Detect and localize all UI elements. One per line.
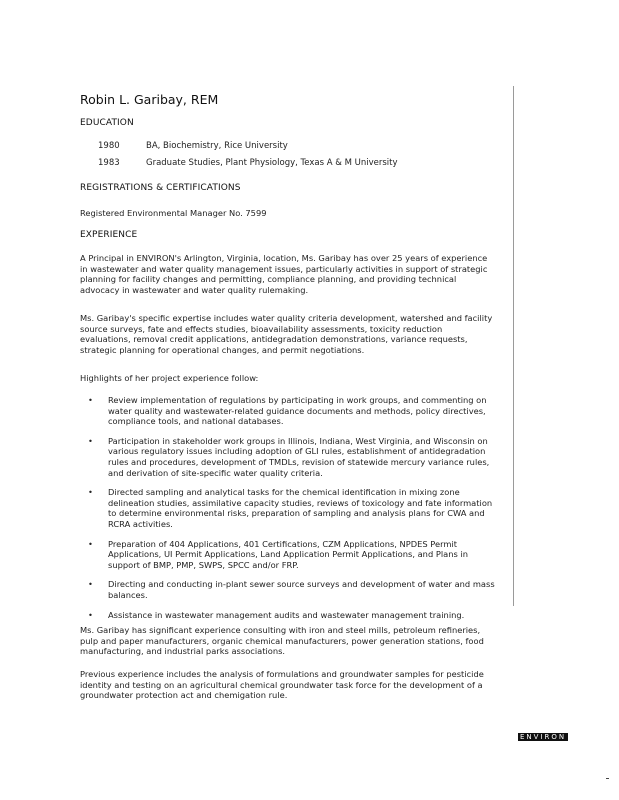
highlights-intro: Highlights of her project experience follow:	[80, 373, 259, 383]
education-heading: EDUCATION	[80, 118, 134, 128]
bullet-icon: •	[88, 609, 93, 620]
education-row	[98, 158, 397, 168]
experience-paragraph: A Principal in ENVIRON's Arlington, Virginia, location, Ms. Garibay has over 25 years of experience in wastewater and water quality management issues, particularly activities in support of strategic planning for facility changes and permitting, compliance planning, and providing technical advocacy in wastewater and water quality rulemaking.	[80, 253, 488, 295]
person-name: Robin L. Garibay, REM	[80, 92, 219, 107]
education-year: 1980	[98, 141, 120, 151]
list-item: • Preparation of 404 Applications, 401 Certifications, CZM Applications, NPDES Permit Applications, UI Permit Applications, Land Application Permit Applications, and Plans in support of BMP, PMP, SWPS, SPCC and/or FRP.	[88, 538, 469, 570]
education-degree: Graduate Studies, Plant Physiology, Texas A & M University	[146, 158, 398, 168]
list-item: • Directing and conducting in-plant sewer source surveys and development of water and mass balances.	[88, 579, 495, 600]
industry-paragraph: Ms. Garibay has significant experience consulting with iron and steel mills, petroleum refineries, pulp and paper manufacturers, organic chemical manufacturers, power generation stations, food manufacturing, and industrial parks associations.	[80, 625, 484, 657]
list-item: • Review implementation of regulations by participating in work groups, and commenting on water quality and wastewater-related guidance documents and methods, policy directives, compliance tools, and national databases.	[88, 395, 487, 427]
bullet-icon: •	[88, 579, 93, 590]
environ-logo: ENVIRON	[519, 733, 567, 741]
list-item: • Assistance in wastewater management audits and wastewater management training.	[88, 609, 465, 620]
highlights-list	[88, 395, 498, 629]
list-item: • Participation in stakeholder work groups in Illinois, Indiana, West Virginia, and Wisconsin on various regulatory issues including adoption of GLI rules, establishment of antidegradation rules and procedures, development of TMDLs, revision of statewide mercury variance rules, and derivation of site-specific water quality criteria.	[88, 435, 490, 478]
experience-heading: EXPERIENCE	[80, 230, 138, 240]
bullet-icon: •	[88, 538, 93, 549]
list-item: • Directed sampling and analytical tasks for the chemical identification in mixing zone delineation studies, assimilative capacity studies, reviews of toxicology and fate information to determine environmental risks, preparation of sampling and analysis plans for CWA and RCRA activities.	[88, 487, 493, 529]
registrations-heading: REGISTRATIONS & CERTIFICATIONS	[80, 183, 241, 193]
previous-experience-paragraph: Previous experience includes the analysis of formulations and groundwater samples for pesticide identity and testing on an agricultural chemical groundwater task force for the development of a groundwater protection act and chemigation rule.	[80, 669, 484, 701]
education-row	[98, 141, 288, 151]
bullet-icon: •	[88, 435, 93, 446]
expertise-paragraph: Ms. Garibay's specific expertise includes water quality criteria development, watershed and facility source surveys, fate and effects studies, bioavailability assessments, toxicity reduction evaluations, removal credit applications, antidegradation demonstrations, variance requests, strategic planning for operational changes, and permit negotiations.	[80, 313, 493, 355]
margin-rule	[513, 86, 514, 606]
scan-mark	[606, 778, 609, 779]
bullet-icon: •	[88, 395, 93, 405]
education-year: 1983	[98, 158, 120, 168]
education-degree: BA, Biochemistry, Rice University	[146, 141, 288, 151]
registration-text: Registered Environmental Manager No. 7599	[80, 208, 267, 218]
bullet-icon: •	[88, 487, 93, 498]
